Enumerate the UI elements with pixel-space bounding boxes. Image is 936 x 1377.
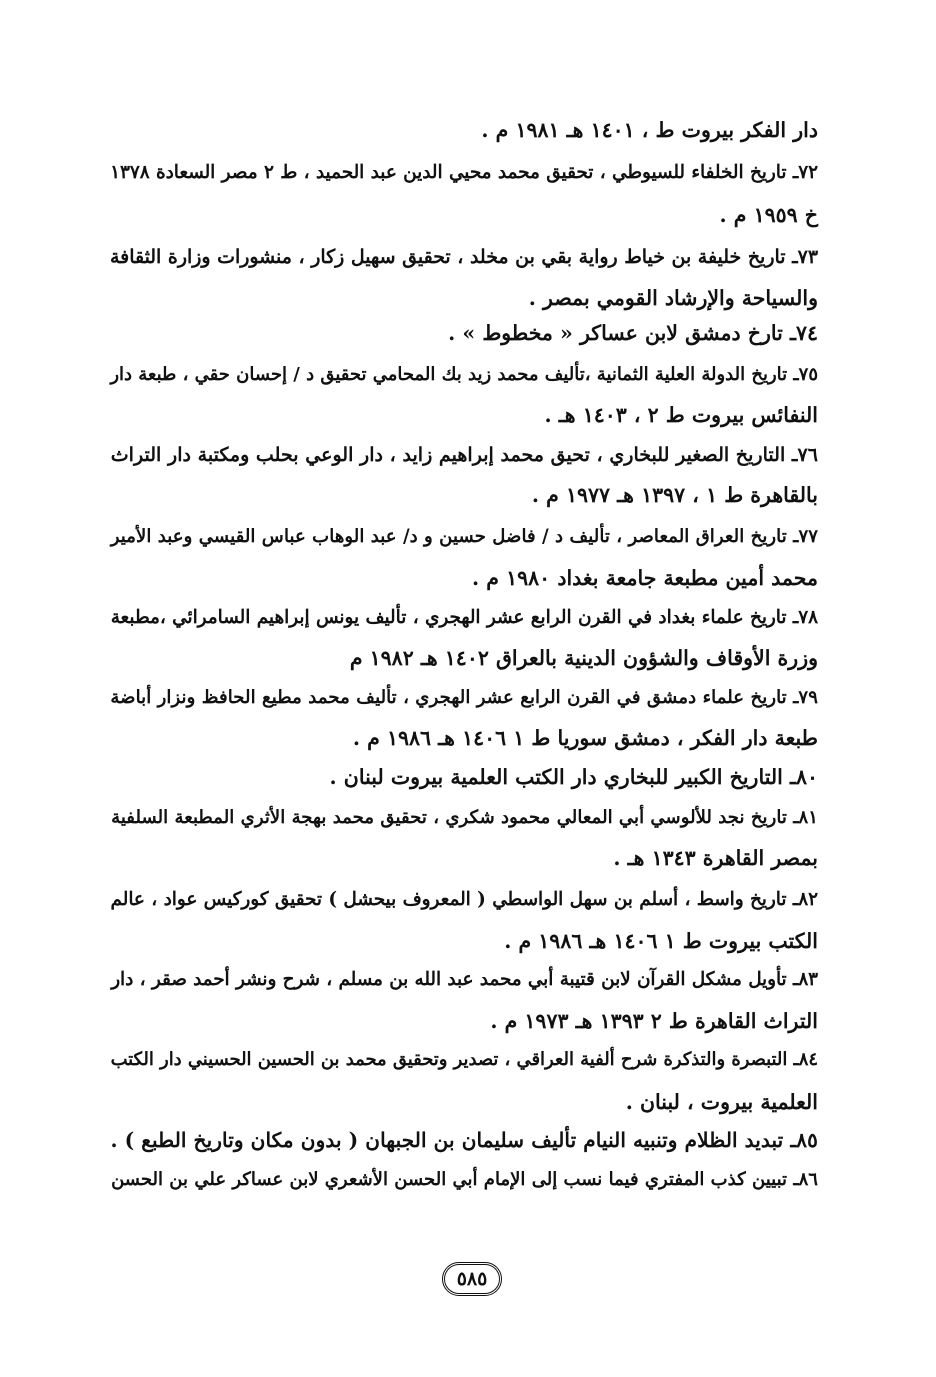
text-line: طبعة دار الفكر ، دمشق سوريا ط ١ ١٤٠٦ هـ ١٩٨٦ م . [352, 726, 818, 750]
bibliography-entry-80: ٨٠ـ التاريخ الكبير للبخاري دار الكتب العلمية بيروت لبنان . [329, 765, 818, 789]
bibliography-entry-74: ٧٤ـ تارخ دمشق لابن عساكر « مخطوط » . [448, 321, 818, 345]
text-line: بمصر القاهرة ١٣٤٣ هـ . [613, 846, 818, 870]
bibliography-entry-79: ٧٩ـ تاريخ علماء دمشق في القرن الرابع عشر الهجري ، تأليف محمد مطيع الحافظ ونزار أباضة [110, 687, 818, 708]
bibliography-entry-75: ٧٥ـ تاريخ الدولة العلية الثمانية ،تأليف محمد زيد بك المحامي تحقيق د / إحسان حقي ، طبعة دار [110, 364, 818, 385]
bibliography-entry-73: ٧٣ـ تاريخ خليفة بن خياط رواية بقي بن مخلد ، تحقيق سهيل زكار ، منشورات وزارة الثقافة [110, 246, 818, 268]
text-line: الكتب بيروت ط ١ ١٤٠٦ هـ ١٩٨٦ م . [504, 929, 818, 953]
bibliography-entry-84: ٨٤ـ التبصرة والتذكرة شرح ألفية العراقي ، تصدير وتحقيق محمد بن الحسين الحسيني دار الكتب [110, 1049, 818, 1070]
text-line: دار الفكر بيروت ط ، ١٤٠١ هـ ١٩٨١ م . [481, 118, 818, 142]
page-number: ٥٨٥ [442, 1262, 502, 1296]
bibliography-entry-83: ٨٣ـ تأويل مشكل القرآن لابن قتيبة أبي محمد عبد الله بن مسلم ، شرح ونشر أحمد صقر ، دار [111, 969, 818, 990]
bibliography-entry-86: ٨٦ـ تبيين كذب المفتري فيما نسب إلى الإمام أبي الحسن الأشعري لابن عساكر علي بن الحسن [111, 1169, 818, 1190]
bibliography-entry-77: ٧٧ـ تاريخ العراق المعاصر ، تأليف د / فاضل حسين و د/ عبد الوهاب عباس القيسي وعبد الأمير [110, 526, 818, 547]
text-line: بالقاهرة ط ١ ، ١٣٩٧ هـ ١٩٧٧ م . [531, 483, 818, 507]
text-line: محمد أمين مطبعة جامعة بغداد ١٩٨٠ م . [472, 566, 818, 590]
text-line: التراث القاهرة ط ٢ ١٣٩٣ هـ ١٩٧٣ م . [490, 1009, 818, 1033]
bibliography-entry-72: ٧٢ـ تاريخ الخلفاء للسيوطي ، تحقيق محمد محيي الدين عبد الحميد ، ط ٢ مصر السعادة ١٣٧٨ [110, 162, 818, 183]
bibliography-entry-76: ٧٦ـ التاريخ الصغير للبخاري ، تحيق محمد إبراهيم زايد ، دار الوعي بحلب ومكتبة دار التراث [110, 444, 818, 466]
text-line: النفائس بيروت ط ٢ ، ١٤٠٣ هـ . [544, 403, 818, 427]
bibliography-entry-82: ٨٢ـ تاريخ واسط ، أسلم بن سهل الواسطي ( المعروف بيحشل ) تحقيق كوركيس عواد ، عالم [110, 889, 818, 910]
bibliography-entry-78: ٧٨ـ تاريخ علماء بغداد في القرن الرابع عشر الهجري ، تأليف يونس إبراهيم السامرائي ،مطبعة [110, 607, 818, 628]
bibliography-entry-85: ٨٥ـ تبديد الظلام وتنبيه النيام تأليف سليمان بن الجبهان ( بدون مكان وتاريخ الطبع ) . [110, 1128, 818, 1152]
bibliography-entry-81: ٨١ـ تاريخ نجد للألوسي أبي المعالي محمود شكري ، تحقيق محمد بهجة الأثري المطبعة السلفية [111, 807, 818, 828]
text-line: خ ١٩٥٩ م . [719, 203, 818, 227]
text-line: والسياحة والإرشاد القومي بمصر . [528, 286, 818, 310]
text-line: وزرة الأوقاف والشؤون الدينية بالعراق ١٤٠٢ هـ ١٩٨٢ م [349, 646, 818, 670]
text-line: العلمية بيروت ، لبنان . [625, 1090, 818, 1114]
